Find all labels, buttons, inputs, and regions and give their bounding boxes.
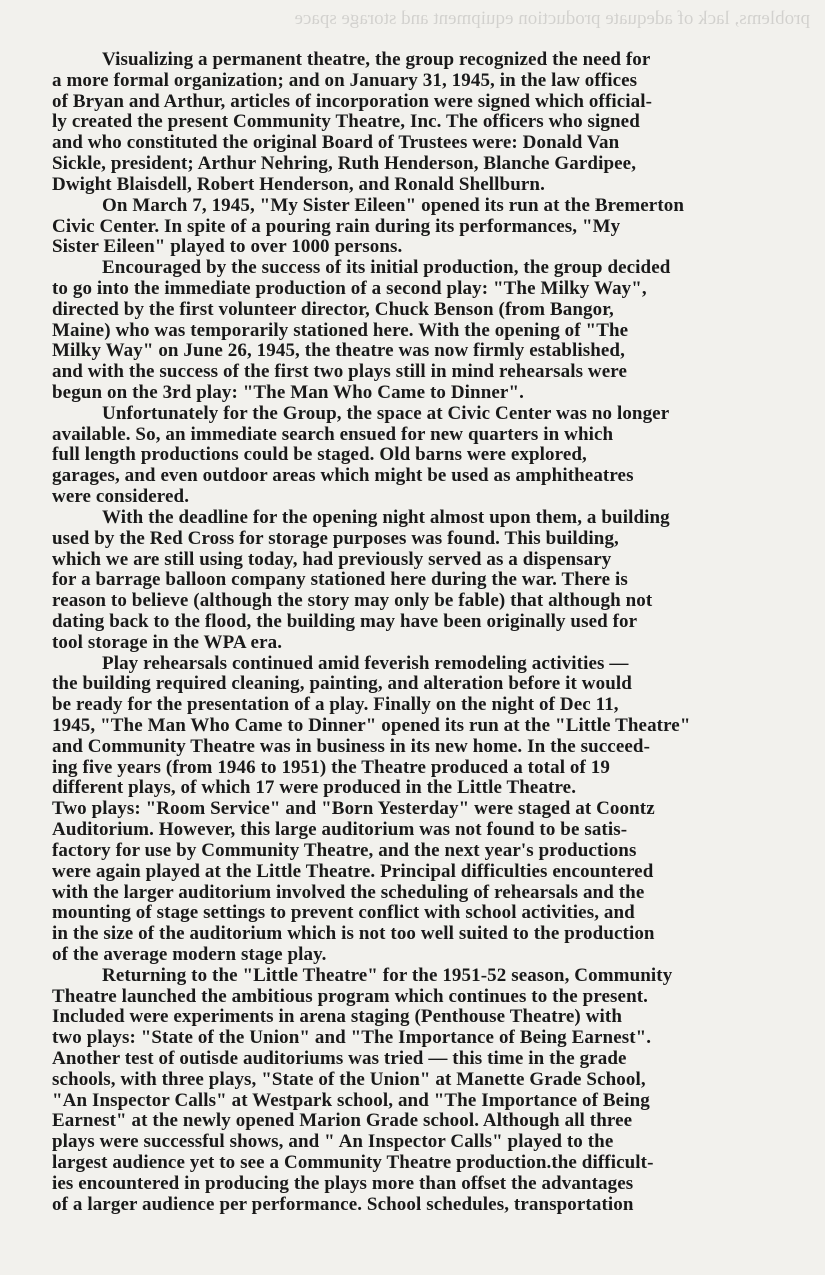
text-line: 1945, "The Man Who Came to Dinner" opened its run at the "Little Theatre": [52, 715, 691, 736]
text-line: be ready for the presentation of a play. Finally on the night of Dec 11,: [52, 694, 619, 716]
text-line: Civic Center. In spite of a pouring rain during its performances, "My: [52, 215, 621, 237]
text-line: Dwight Blaisdell, Robert Henderson, and Ronald Shellburn.: [52, 173, 545, 195]
text-line: ies encountered in producing the plays more than offset the advantages: [52, 1172, 634, 1194]
text-line: reason to believe (although the story may only be fable) that although not: [52, 590, 653, 612]
text-line: Encouraged by the success of its initial production, the group decided: [102, 257, 671, 279]
text-line: Another test of outisde auditoriums was tried — this time in the grade: [52, 1048, 627, 1069]
text-line: used by the Red Cross for storage purposes was found. This building,: [52, 527, 619, 549]
text-line: On March 7, 1945, "My Sister Eileen" opened its run at the Bremerton: [102, 194, 685, 216]
text-line: begun on the 3rd play: "The Man Who Came to Dinner".: [52, 382, 524, 403]
text-line: ing five years (from 1946 to 1951) the Theatre produced a total of 19: [52, 756, 611, 778]
text-line: largest audience yet to see a Community Theatre production.the difficult-: [52, 1152, 654, 1174]
text-line: "An Inspector Calls" at Westpark school, and "The Importance of Being: [52, 1089, 650, 1111]
text-line: full length productions could be staged. Old barns were explored,: [52, 444, 587, 466]
text-line: Returning to the "Little Theatre" for the 1951-52 season, Community: [102, 964, 673, 986]
text-line: Earnest" at the newly opened Marion Grade school. Although all three: [52, 1110, 633, 1132]
text-line: of Bryan and Arthur, articles of incorporation were signed which official-: [52, 90, 653, 112]
text-line: with the larger auditorium involved the scheduling of rehearsals and the: [52, 881, 645, 903]
text-line: Theatre launched the ambitious program which continues to the present.: [52, 985, 649, 1007]
text-line: available. So, an immediate search ensued for new quarters in which: [52, 423, 614, 445]
text-line: different plays, of which 17 were produced in the Little Theatre.: [52, 777, 577, 799]
text-line: the building required cleaning, painting, and alteration before it would: [52, 673, 632, 695]
bleed-through-text: problems, lack of adequate production equipment and storage space: [294, 8, 810, 29]
text-line: Sickle, president; Arthur Nehring, Ruth Henderson, Blanche Gardipee,: [52, 153, 637, 175]
text-line: to go into the immediate production of a second play: "The Milky Way",: [52, 277, 647, 299]
text-line: Auditorium. However, this large auditorium was not found to be satis-: [52, 819, 628, 841]
text-line: for a barrage balloon company stationed here during the war. There is: [52, 569, 628, 591]
text-line: mounting of stage settings to prevent conflict with school activities, and: [52, 902, 635, 924]
text-line: tool storage in the WPA era.: [52, 631, 283, 653]
text-line: and who constituted the original Board of Trustees were: Donald Van: [52, 132, 620, 154]
text-line: With the deadline for the opening night almost upon them, a building: [102, 506, 670, 528]
text-line: of a larger audience per performance. School schedules, transportation: [52, 1193, 634, 1215]
text-line: dating back to the flood, the building may have been originally used for: [52, 610, 638, 632]
text-line: garages, and even outdoor areas which might be used as amphitheatres: [52, 465, 634, 487]
body-text: [52, 50, 792, 1216]
text-line: Two plays: "Room Service" and "Born Yesterday" were staged at Coontz: [52, 798, 655, 820]
text-line: which we are still using today, had previously served as a dispensary: [52, 548, 612, 570]
text-line: Sister Eileen" played to over 1000 persons.: [52, 236, 403, 258]
text-line: plays were successful shows, and " An Inspector Calls" played to the: [52, 1131, 614, 1153]
text-line: Maine) who was temporarily stationed here. With the opening of "The: [52, 319, 629, 341]
text-line: of the average modern stage play.: [52, 943, 327, 965]
text-line: a more formal organization; and on January 31, 1945, in the law offices: [52, 69, 638, 91]
text-line: Unfortunately for the Group, the space at Civic Center was no longer: [102, 402, 670, 424]
text-line: Included were experiments in arena staging (Penthouse Theatre) with: [52, 1006, 623, 1028]
text-line: Play rehearsals continued amid feverish remodeling activities —: [102, 652, 629, 674]
text-line: Visualizing a permanent theatre, the group recognized the need for: [102, 49, 651, 70]
text-line: two plays: "State of the Union" and "The Importance of Being Earnest".: [52, 1027, 652, 1049]
text-line: ly created the present Community Theatre, Inc. The officers who signed: [52, 111, 640, 133]
text-line: were considered.: [52, 486, 190, 508]
text-line: and Community Theatre was in business in its new home. In the succeed-: [52, 735, 651, 757]
text-line: and with the success of the first two plays still in mind rehearsals were: [52, 361, 627, 383]
text-line: schools, with three plays, "State of the Union" at Manette Grade School,: [52, 1068, 646, 1090]
text-line: were again played at the Little Theatre. Principal difficulties encountered: [52, 860, 654, 882]
text-line: in the size of the auditorium which is not too well suited to the production: [52, 923, 655, 945]
text-line: Milky Way" on June 26, 1945, the theatre was now firmly established,: [52, 340, 625, 362]
text-line: factory for use by Community Theatre, and the next year's productions: [52, 839, 637, 861]
text-line: directed by the first volunteer director, Chuck Benson (from Bangor,: [52, 298, 614, 320]
